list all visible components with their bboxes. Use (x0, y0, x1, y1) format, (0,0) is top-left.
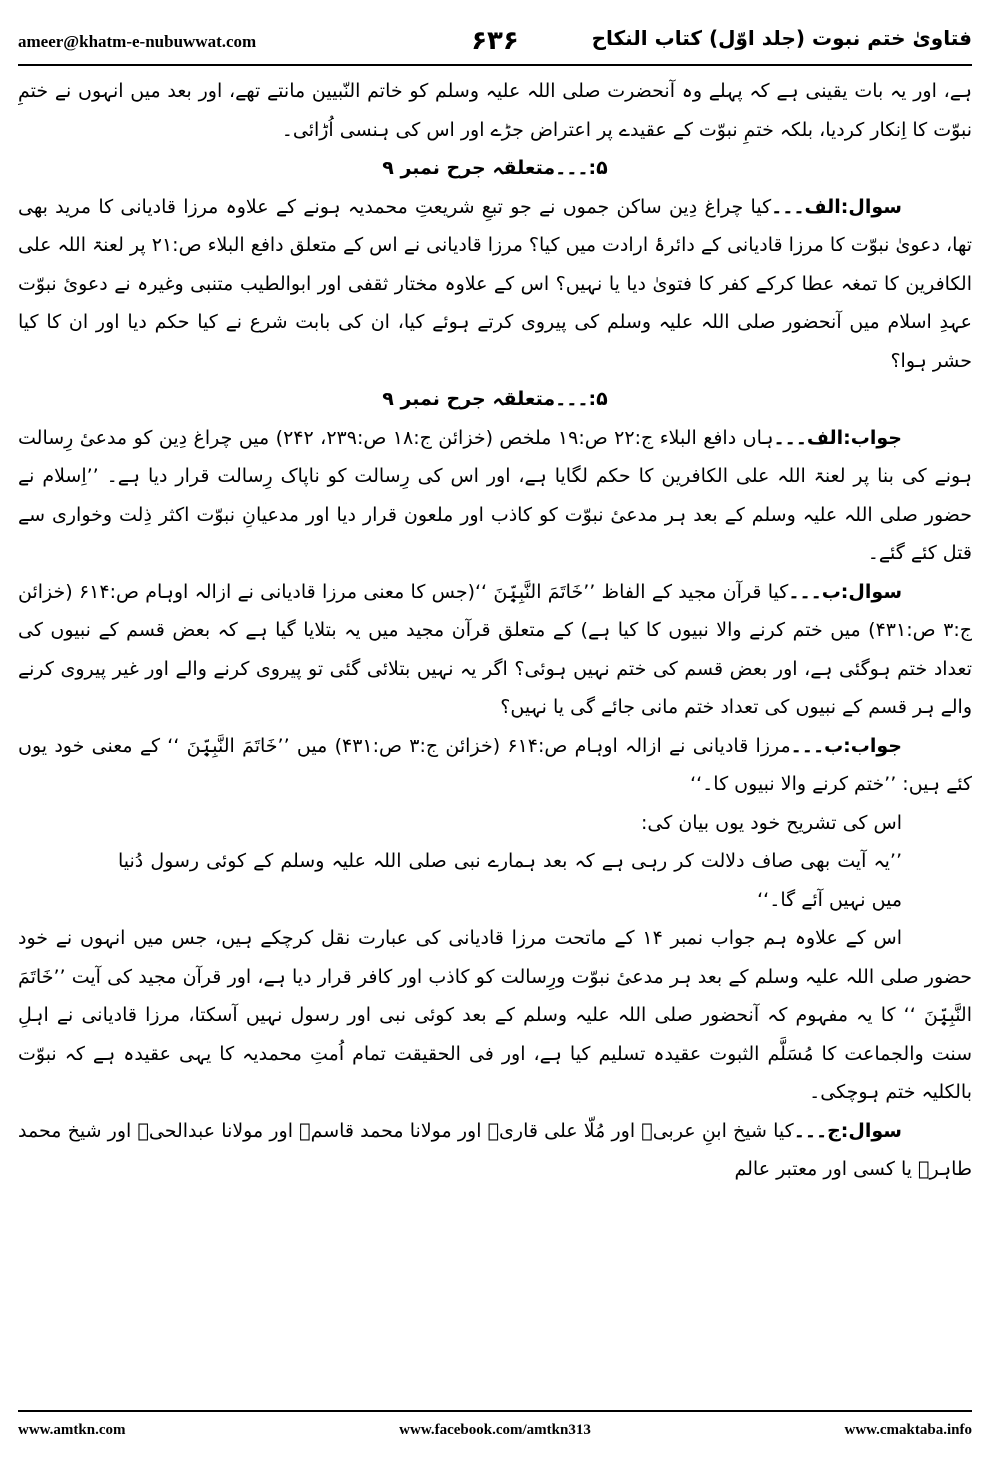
section-heading: ۵:۔۔۔متعلقہ جرح نمبر ۹ (382, 157, 608, 179)
question-label: سوال:الف۔۔۔ (771, 195, 902, 218)
page-number: ۶۳۶ (471, 26, 519, 56)
question-text: کیا قرآن مجید کے الفاظ ’’خَاتَمَ النَّبِیّٖنَ ‘‘(جس کا معنی مرزا قادیانی نے ازالہ اوہام ص:۶۱۴ (خزائن ج:۳ ص:۴۳۱) میں ختم کرنے والا نبیوں کا کیا ہے) کے متعلق قرآن مجید میں یہ بتلایا گیا ہے کہ بعض قسم کے نبیوں کی تعداد ختم ہوگئی ہے، اور بعض قسم کی ختم نہیں ہوئی؟ اگر یہ نہیں بتلائی گئی تو پیروی کرنے والے اور غیر پیروی کرنے والے ہر قسم کے نبیوں کی تعداد ختم مانی جائے گی یا نہیں؟ (18, 580, 972, 718)
paragraph-conclusion: اس کے علاوہ ہم جواب نمبر ۱۴ کے ماتحت مرزا قادیانی کی عبارت نقل کرچکے ہیں، جس میں انہوں نے خود حضور صلی اللہ علیہ وسلم کے بعد ہر مدعیٔ نبوّت ورِسالت کو کاذب اور کافر قرار دیا ہے، اور قرآن مجید کی آیت ’’خَاتَمَ النَّبِیّٖنَ ‘‘ کا یہ مفہوم کہ آنحضور صلی اللہ علیہ وسلم کے بعد کوئی نبی اور رسول نہیں آسکتا، مرزا قادیانی نے اہلِ سنت والجماعت کا مُسَلَّم الثبوت عقیدہ تسلیم کیا ہے، اور فی الحقیقت تمام اُمتِ محمدیہ کا یہی عقیدہ ہے کہ نبوّت بالکلیہ ختم ہوچکی۔ (18, 927, 972, 1103)
block-quote: ’’یہ آیت بھی صاف دلالت کر رہی ہے کہ بعد ہمارے نبی صلی اللہ علیہ وسلم کے کوئی رسول دُنیا میں نہیں آئے گا۔‘‘ (118, 850, 902, 911)
question-text: کیا شیخ ابنِ عربیؒ اور مُلّا علی قاریؒ اور مولانا محمد قاسمؒ اور مولانا عبدالحیؒ اور شیخ محمد طاہرؒ یا کسی اور معتبر عالم (18, 1119, 972, 1180)
footer-link-amtkn[interactable]: www.amtkn.com (18, 1422, 126, 1438)
answer-text: مرزا قادیانی نے ازالہ اوہام ص:۶۱۴ (خزائن ج:۳ ص:۴۳۱) میں ’’خَاتَمَ النَّبِیّٖنَ ‘‘ کے معنی خود یوں کئے ہیں: ’’ختم کرنے والا نبیوں کا۔‘‘ (18, 734, 972, 795)
explanation-line: اس کی تشریح خود یوں بیان کی: (641, 811, 902, 834)
header-email: ameer@khatm-e-nubuwwat.com (18, 32, 257, 51)
paragraph-intro: ہے، اور یہ بات یقینی ہے کہ پہلے وہ آنحضرت صلی اللہ علیہ وسلم کو خاتم النّبیین مانتے تھے، اور بعد میں انہوں نے ختمِ نبوّت کا اِنکار کردیا، بلکہ ختمِ نبوّت کے عقیدے پر اعتراض جڑے اور اس کی ہنسی اُڑائی۔ (18, 80, 972, 141)
answer-label: جواب:ب۔۔۔ (790, 734, 902, 757)
answer-be (18, 727, 972, 804)
header-divider (18, 64, 972, 66)
question-jim (18, 1112, 972, 1189)
question-text: کیا چراغ دِین ساکن جموں نے جو تبعِ شریعتِ محمدیہ ہونے کے علاوہ مرزا قادیانی کا مرید بھی تھا، دعویٰ نبوّت کا مرزا قادیانی کے دائرۂ ارادت میں کیا؟ مرزا قادیانی نے اس کے متعلق دافع البلاء ص:۲۱ پر لعنۃ اللہ علی الکافرین کا تمغہ عطا کرکے کفر کا فتویٰ دیا یا نہیں؟ اس کے علاوہ مختار ثقفی اور ابوالطیب متنبی وغیرہ نے دعویٔ نبوّت عہدِ اسلام میں آنحضور صلی اللہ علیہ وسلم کی پیروی کرتے ہوئے کیا، ان کی بابت شرع نے کیا حکم دیا اور ان کا کیا حشر ہوا؟ (18, 195, 972, 372)
answer-label: جواب:الف۔۔۔ (773, 426, 902, 449)
answer-text: ہاں دافع البلاء ج:۲۲ ص:۱۹ ملخص (خزائن ج:۱۸ ص:۲۳۹، ۲۴۲) میں چراغ دِین کو مدعیٔ رِسالت ہونے کی بنا پر لعنۃ اللہ علی الکافرین کا حکم لگایا ہے، اور اس کی رِسالت کو ناپاک رِسالت قرار دیا ہے۔ ’’اِسلام نے حضور صلی اللہ علیہ وسلم کے بعد ہر مدعیٔ نبوّت کو کاذب اور ملعون قرار دیا اور مدعیانِ نبوّت اکثر ذِلت وخواری سے قتل کئے گئے۔ (18, 426, 972, 564)
answer-alif (18, 419, 972, 573)
section-heading: ۵:۔۔۔متعلقہ جرح نمبر ۹ (382, 388, 608, 410)
page-header (18, 22, 972, 62)
footer-link-cmaktaba[interactable]: www.cmaktaba.info (844, 1422, 972, 1438)
question-label: سوال:ب۔۔۔ (788, 580, 902, 603)
question-label: سوال:ج۔۔۔ (793, 1119, 902, 1142)
page-footer (18, 1418, 972, 1444)
footer-link-facebook[interactable]: www.facebook.com/amtkn313 (399, 1422, 591, 1438)
footer-divider (18, 1410, 972, 1412)
question-alif (18, 188, 972, 381)
book-title: فتاویٰ ختم نبوت (جلد اوّل) کتاب النکاح (591, 26, 972, 50)
question-be (18, 573, 972, 727)
page-body (18, 72, 972, 1406)
